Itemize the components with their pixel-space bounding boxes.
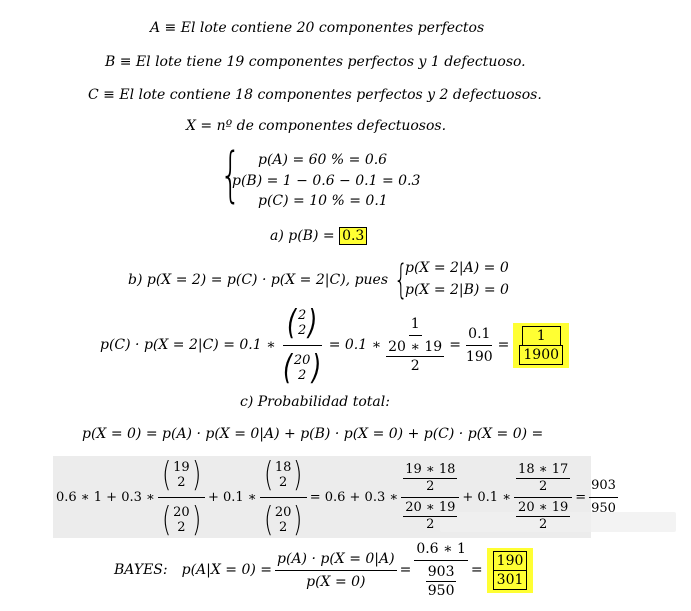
def-x: X = nº de componentes defectuosos. — [186, 118, 447, 134]
bayes-value-num: 0.6 ∗ 1 — [414, 540, 468, 561]
nested-bot-top: 20 ∗ 19 — [405, 499, 456, 515]
binom-top: 20 — [173, 504, 190, 520]
nested-mid: 2 — [426, 478, 435, 494]
bayes-num: p(A) · p(X = 0|A) — [275, 550, 397, 571]
fraction-den-bot: 2 — [410, 358, 420, 374]
total-result — [589, 477, 618, 518]
def-a: A ≡ El lote contiene 20 componentes perfectos — [150, 20, 485, 36]
part-b-lead: b) p(X = 2) = p(C) · p(X = 2|C), pues — [128, 272, 389, 288]
binom-top: 20 — [293, 352, 311, 368]
result-den: 950 — [591, 500, 616, 516]
prob-b: p(B) = 1 − 0.6 − 0.1 = 0.3 — [232, 173, 421, 189]
binom-bot: 2 — [298, 322, 307, 338]
bayes-value-fraction — [414, 540, 468, 600]
fraction-num: 1 — [409, 315, 422, 336]
nested-bot: 2 — [539, 516, 548, 532]
part-c-title: c) Probabilidad total: — [240, 394, 390, 410]
prob-a: p(A) = 60 % = 0.6 — [258, 152, 388, 168]
binom-top: 19 — [173, 459, 190, 475]
total-calc: 0.6 ∗ 1 + 0.3 ∗ ( 19 2 ) ( 20 2 ) + 0.1 ∗ ( 18 2 ) ( 20 2 ) = 0.6 + 0.3 ∗ 19 ∗ 18 2 20 ∗ 19 2 + 0.1 ∗ 18 ∗ 17 2 20 ∗ 19 2 = $\frac{903}{950}$ — [56, 454, 616, 540]
def-c: C ≡ El lote contiene 18 componentes perfectos y 2 defectuosos. — [88, 87, 542, 103]
binom-bot: 2 — [279, 519, 288, 535]
bayes-fraction — [275, 550, 397, 591]
part-a-answer: 0.3 — [339, 227, 367, 245]
binom-bot: 2 — [177, 519, 186, 535]
total-probability: p(X = 0) = p(A) · p(X = 0|A) + p(B) · p(X = 0) + p(C) · p(X = 0) = — [82, 426, 544, 442]
part-b-calc: p(C) · p(X = 2|C) = 0.1 ∗ ( 2 2 ) ( 20 2 ) = 0.1 ∗ 1 20 ∗ 19 2 = $\frac{0.1}{190}$ = $\frac{1}{1900}$ — [100, 312, 569, 378]
nested-fraction-2 — [514, 462, 572, 533]
nested-bot: 2 — [426, 516, 435, 532]
answer-den: 1900 — [519, 345, 563, 365]
fraction-2 — [464, 325, 495, 366]
binom-top: 18 — [274, 459, 292, 475]
fraction-1 — [384, 315, 446, 375]
bayes-answer — [487, 548, 534, 593]
bayes-row: BAYES: p(A|X = 0) = $\frac{p(A) \cdot p(X = 0|A)}{p(X = 0)}$ = 0.6 ∗ 1 903 950 = $\frac{190}{301}$ — [114, 538, 533, 602]
nested-top: 18 ∗ 17 — [518, 461, 569, 477]
nested-bot-top: 20 ∗ 19 — [518, 499, 569, 515]
total-t3: = 0.6 + 0.3 ∗ — [309, 489, 399, 505]
fraction-num: 0.1 — [466, 325, 492, 346]
bayes-lhs: p(A|X = 0) = — [181, 562, 273, 578]
binom-top: 20 — [274, 504, 292, 520]
part-a — [270, 228, 367, 244]
nested-top: 19 ∗ 18 — [405, 461, 456, 477]
fraction-den: 190 — [465, 348, 493, 365]
bayes-label: BAYES: — [114, 562, 168, 578]
binom-bot: 2 — [279, 474, 288, 490]
result-num: 903 — [589, 477, 618, 498]
fraction-den-top: 20 ∗ 19 — [388, 339, 443, 355]
binom-top: 2 — [298, 307, 307, 323]
part-b-calc-lhs: p(C) · p(X = 2|C) = 0.1 ∗ — [100, 337, 276, 353]
answer-num: 190 — [493, 551, 528, 570]
total-t4: + 0.1 ∗ — [462, 489, 512, 505]
part-b-brace: { — [394, 257, 408, 303]
binom-ratio-1: ( 2 2 ) ( 20 2 ) — [282, 302, 322, 388]
binom-bot: 2 — [298, 367, 307, 383]
prob-c: p(C) = 10 % = 0.1 — [258, 193, 388, 209]
part-a-label: a) p(B) = — [270, 228, 340, 244]
answer-num: 1 — [522, 326, 561, 345]
nested-mid: 2 — [539, 478, 548, 494]
binom-ratio-b: ( 19 2 ) ( 20 2 ) — [158, 455, 205, 540]
bayes-den: p(X = 0) — [306, 573, 366, 590]
part-b-cond-2: p(X = 2|B) = 0 — [405, 282, 509, 298]
total-t2: + 0.1 ∗ — [207, 489, 257, 505]
def-b: B ≡ El lote tiene 19 componentes perfectos y 1 defectuoso. — [105, 54, 526, 70]
binom-bot: 2 — [177, 474, 186, 490]
binom-ratio-c: ( 18 2 ) ( 20 2 ) — [260, 455, 307, 540]
bayes-value-den-bot: 950 — [427, 583, 455, 599]
total-t1: 0.6 ∗ 1 + 0.3 ∗ — [56, 489, 155, 505]
part-b-cond-1: p(X = 2|A) = 0 — [405, 260, 509, 276]
left-brace: { — [220, 140, 242, 210]
answer-den: 301 — [493, 570, 528, 590]
nested-fraction-1 — [401, 462, 459, 533]
part-b-eq-mid: = 0.1 ∗ — [328, 337, 382, 353]
part-b-answer — [513, 323, 569, 368]
bayes-value-den-top: 903 — [427, 564, 455, 580]
